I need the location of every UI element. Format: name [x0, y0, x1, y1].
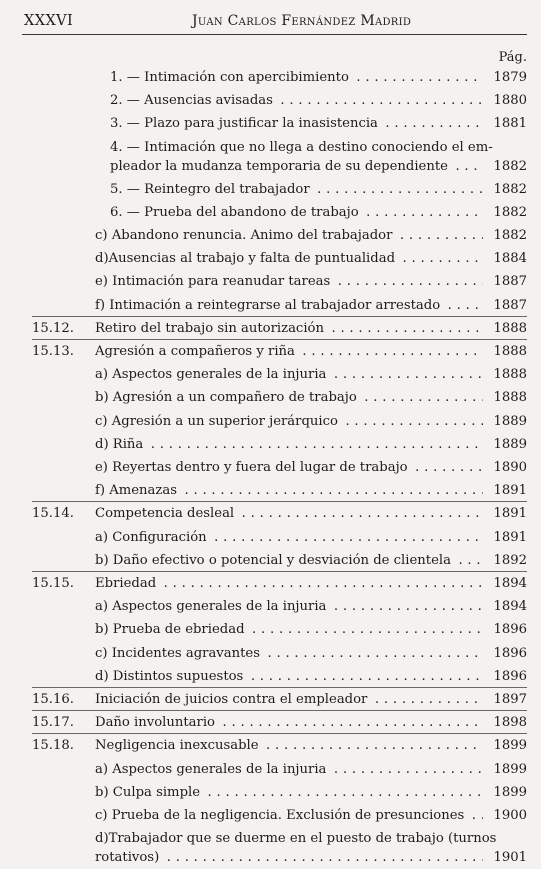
page-number: XXXVI: [24, 13, 74, 29]
toc-entry-title: Retiro del trabajo sin autorización: [95, 321, 327, 336]
toc-entry-title: b) Culpa simple: [95, 785, 203, 800]
toc-entry-title: c) Incidentes agravantes: [95, 646, 263, 661]
toc-entry-title-line1: 4. — Intimación que no llega a destino conociendo el em-: [110, 139, 493, 155]
toc-page-number: 1897: [493, 692, 527, 707]
toc-entry-title: b) Prueba de ebriedad: [95, 622, 248, 637]
toc-page-number: 1896: [493, 622, 527, 638]
toc-section-number: 15.14.: [32, 506, 74, 522]
toc-page-number: 1899: [493, 738, 527, 754]
toc-entry-title: e) Reyertas dentro y fuera del lugar de trabajo: [95, 460, 411, 475]
toc-page-number: 1882: [493, 158, 527, 174]
toc-entry-title: f) Amenazas: [95, 483, 180, 498]
toc-entry-title: d) Distintos supuestos: [95, 669, 246, 684]
toc-entry-title: c) Agresión a un superior jerárquico: [95, 414, 341, 429]
toc-entry-title: f) Intimación a reintegrarse al trabajador arrestado: [95, 298, 443, 313]
toc-entry-title: d) Riña: [95, 437, 146, 452]
toc-page-number: 1896: [493, 645, 527, 661]
toc-page-number: 1899: [493, 761, 527, 777]
toc-entry-title: Agresión a compañeros y riña: [95, 344, 298, 359]
toc-entry-title: c) Prueba de la negligencia. Exclusión de presunciones: [95, 808, 467, 823]
toc-page-number: 1900: [493, 808, 527, 823]
toc-entry-title: 6. — Prueba del abandono de trabajo: [110, 205, 362, 220]
toc-entry-title: d)Ausencias al trabajo y falta de puntualidad: [95, 251, 398, 266]
toc-section-number: 15.12.: [32, 320, 74, 336]
toc-entry-title: a) Configuración: [95, 530, 210, 545]
toc-page-number: 1891: [493, 506, 527, 522]
toc-section-number: 15.18.: [32, 738, 74, 754]
toc-entry-title: 2. — Ausencias avisadas: [110, 93, 276, 108]
toc-page-number: 1890: [493, 460, 527, 475]
running-author: Juan Carlos Fernández Madrid: [192, 13, 412, 29]
toc-entry-title: b) Daño efectivo o potencial y desviación de clientela: [95, 553, 454, 568]
toc-entry-title: b) Agresión a un compañero de trabajo: [95, 390, 360, 405]
toc-entry-title: c) Abandono renuncia. Animo del trabajador: [95, 228, 395, 243]
toc-page-number: 1892: [493, 552, 527, 568]
toc-entry-title: Ebriedad: [95, 576, 159, 591]
toc-entry-title-line2: rotativos): [95, 850, 162, 865]
toc-entry-title: a) Aspectos generales de la injuria: [95, 762, 329, 777]
toc-page-number: 1894: [493, 599, 527, 615]
toc-page-number: 1888: [493, 344, 527, 359]
toc-page-number: 1881: [493, 116, 527, 132]
toc-entry-title: Iniciación de juicios contra el empleador: [95, 692, 370, 707]
toc-page-number: 1887: [493, 274, 527, 290]
toc-entry-title-line1: d)Trabajador que se duerme en el puesto de trabajo (turnos: [95, 831, 497, 847]
toc-page-number: 1882: [493, 204, 527, 220]
toc-entry-title: 1. — Intimación con apercibimiento: [110, 70, 352, 85]
toc-page-number: 1880: [493, 93, 527, 109]
toc-page-number: 1891: [493, 483, 527, 499]
toc-page-number: 1891: [493, 529, 527, 545]
toc-entry-title: e) Intimación para reanudar tareas: [95, 274, 333, 289]
toc-entry-title: a) Aspectos generales de la injuria: [95, 367, 329, 382]
toc-entry-title: 3. — Plazo para justificar la inasistencia: [110, 116, 381, 131]
toc-section-number: 15.17.: [32, 715, 74, 731]
toc-page-number: 1888: [493, 390, 527, 406]
toc-page-number: 1888: [493, 320, 527, 336]
toc-section-number: 15.16.: [32, 692, 74, 707]
toc-page-number: 1899: [493, 784, 527, 800]
toc-entry-title: Negligencia inexcusable: [95, 738, 262, 753]
toc-page-number: 1894: [493, 576, 527, 591]
toc-page-number: 1889: [493, 436, 527, 452]
toc-entry-title-line2: pleador la mudanza temporaria de su dependiente: [110, 159, 451, 174]
toc-section-number: 15.13.: [32, 344, 74, 359]
running-header: [22, 10, 527, 35]
toc-page-number: 1898: [493, 715, 527, 731]
toc-entry-title: Competencia desleal: [95, 506, 237, 521]
toc-page-number: 1888: [493, 367, 527, 383]
toc-page-number: 1889: [493, 413, 527, 429]
toc-page-number: 1879: [493, 70, 527, 85]
toc-section-number: 15.15.: [32, 576, 74, 591]
toc-page-number: 1887: [493, 297, 527, 313]
toc-entry-title: 5. — Reintegro del trabajador: [110, 182, 313, 197]
toc-page-number: 1901: [493, 850, 527, 866]
toc-entry-title: Daño involuntario: [95, 715, 218, 730]
toc-page-number: 1882: [493, 181, 527, 197]
page-column-label: Pág.: [498, 50, 527, 65]
toc-page-number: 1896: [493, 668, 527, 684]
toc-page-number: 1884: [493, 251, 527, 267]
toc-page-number: 1882: [493, 228, 527, 243]
toc-entry-title: a) Aspectos generales de la injuria: [95, 599, 329, 614]
